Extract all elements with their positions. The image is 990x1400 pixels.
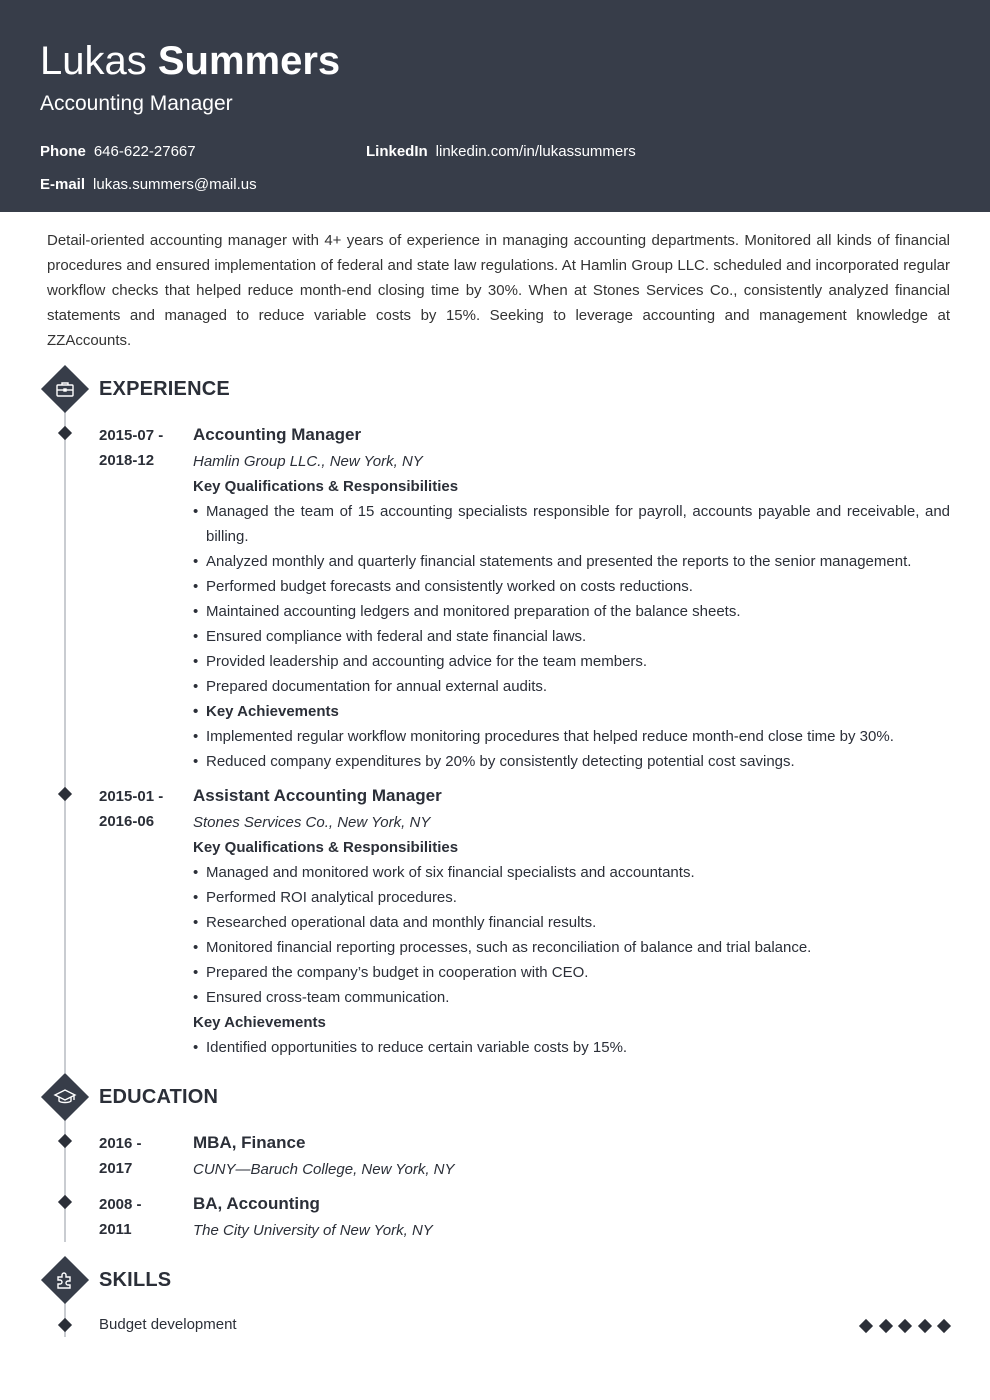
experience-heading: EXPERIENCE	[99, 378, 230, 400]
date-end: 2011	[99, 1221, 132, 1238]
resume-header	[0, 0, 990, 212]
list-item: • Ensured cross-team communication.	[193, 985, 950, 1010]
achievement-list	[193, 1035, 950, 1060]
first-name: Lukas	[40, 39, 147, 83]
skill-rating	[858, 1318, 954, 1334]
job-entry	[193, 420, 950, 774]
job-dates	[99, 423, 163, 473]
education-entry	[193, 1189, 950, 1243]
timeline-marker	[58, 426, 72, 440]
phone-label: Phone	[40, 143, 86, 160]
date-start: 2008 -	[99, 1196, 142, 1213]
skills-heading: SKILLS	[99, 1269, 172, 1291]
list-item: • Reduced company expenditures by 20% by consistently detecting potential cost savings.	[193, 749, 950, 774]
puzzle-icon	[53, 1268, 77, 1292]
email-label: E-mail	[40, 176, 86, 193]
achievements-heading: • Key Achievements	[193, 699, 950, 724]
skills-section-icon	[41, 1256, 89, 1304]
degree: MBA, Finance	[193, 1133, 306, 1152]
responsibility-list	[193, 499, 950, 774]
rating-diamond	[917, 1319, 931, 1333]
date-start: 2015-07 -	[99, 427, 164, 444]
contact-linkedin	[366, 143, 636, 161]
list-item: • Identified opportunities to reduce certain variable costs by 15%.	[193, 1035, 950, 1060]
list-item: • Performed ROI analytical procedures.	[193, 885, 950, 910]
job-dates	[99, 784, 163, 834]
list-item: • Provided leadership and accounting advice for the team members.	[193, 649, 950, 674]
job-company: Stones Services Co., New York, NY	[193, 814, 431, 831]
timeline-marker	[58, 1134, 72, 1148]
timeline-marker	[58, 787, 72, 801]
list-item: • Analyzed monthly and quarterly financial statements and presented the reports to the senior management.	[193, 549, 950, 574]
job-role: Assistant Accounting Manager	[193, 786, 442, 805]
contact-email	[40, 176, 257, 194]
education-dates	[99, 1131, 142, 1181]
rating-diamond	[878, 1319, 892, 1333]
list-item: • Monitored financial reporting processes, such as reconciliation of balance and trial balance.	[193, 935, 950, 960]
profile-summary: Detail-oriented accounting manager with 4+ years of experience in managing accounting departments. Monitored all kinds of financial procedures and ensured implementation of federal and state law regulations. At Hamlin Group LLC. scheduled and incorporated regular workflow checks that helped reduce month-end closing time by 30%. When at Stones Services Co., consistently analyzed financial statements and managed to reduce variable costs by 15%. Seeking to leverage accounting and management knowledge at ZZAccounts.	[47, 232, 950, 349]
responsibility-list	[193, 860, 950, 1010]
job-entry	[193, 781, 950, 1060]
job-title: Accounting Manager	[40, 92, 233, 115]
education-dates	[99, 1192, 142, 1242]
date-end: 2018-12	[99, 452, 155, 469]
full-name	[40, 38, 340, 84]
list-item: • Implemented regular workflow monitoring procedures that helped reduce month-end close time by 30%.	[193, 724, 950, 749]
rating-diamond	[937, 1319, 951, 1333]
job-role: Accounting Manager	[193, 425, 362, 444]
education-heading: EDUCATION	[99, 1086, 219, 1108]
school: CUNY—Baruch College, New York, NY	[193, 1161, 455, 1178]
date-start: 2016 -	[99, 1135, 142, 1152]
list-item: • Performed budget forecasts and consistently worked on costs reductions.	[193, 574, 950, 599]
briefcase-icon	[53, 377, 77, 401]
list-item: • Ensured compliance with federal and state financial laws.	[193, 624, 950, 649]
list-item: • Managed and monitored work of six financial specialists and accountants.	[193, 860, 950, 885]
achievements-heading: Key Achievements	[193, 1014, 326, 1031]
timeline-marker	[58, 1195, 72, 1209]
phone-value: 646-622-27667	[93, 143, 196, 160]
list-item: • Managed the team of 15 accounting specialists responsible for payroll, accounts payable and receivable, and billing.	[193, 499, 950, 549]
contact-phone	[40, 143, 196, 161]
skill-name: Budget development	[99, 1316, 237, 1333]
experience-section-icon	[41, 365, 89, 413]
qualifications-heading: Key Qualifications & Responsibilities	[193, 478, 459, 495]
qualifications-heading: Key Qualifications & Responsibilities	[193, 839, 459, 856]
list-item: • Researched operational data and monthly financial results.	[193, 910, 950, 935]
education-entry	[193, 1128, 950, 1182]
education-section-icon	[41, 1073, 89, 1121]
date-end: 2016-06	[99, 813, 155, 830]
degree: BA, Accounting	[193, 1194, 320, 1213]
list-item: • Prepared the company’s budget in cooperation with CEO.	[193, 960, 950, 985]
rating-diamond	[859, 1319, 873, 1333]
date-start: 2015-01 -	[99, 788, 164, 805]
experience-timeline	[64, 406, 66, 1073]
list-item: • Prepared documentation for annual external audits.	[193, 674, 950, 699]
list-item: • Maintained accounting ledgers and monitored preparation of the balance sheets.	[193, 599, 950, 624]
timeline-marker	[58, 1318, 72, 1332]
graduation-cap-icon	[53, 1085, 77, 1109]
linkedin-link[interactable]: linkedin.com/in/lukassummers	[435, 143, 636, 160]
school: The City University of New York, NY	[193, 1222, 433, 1239]
last-name: Summers	[157, 39, 341, 83]
email-link[interactable]: lukas.summers@mail.us	[93, 176, 257, 193]
linkedin-label: LinkedIn	[366, 143, 428, 160]
job-company: Hamlin Group LLC., New York, NY	[193, 453, 423, 470]
date-end: 2017	[99, 1160, 133, 1177]
rating-diamond	[898, 1319, 912, 1333]
